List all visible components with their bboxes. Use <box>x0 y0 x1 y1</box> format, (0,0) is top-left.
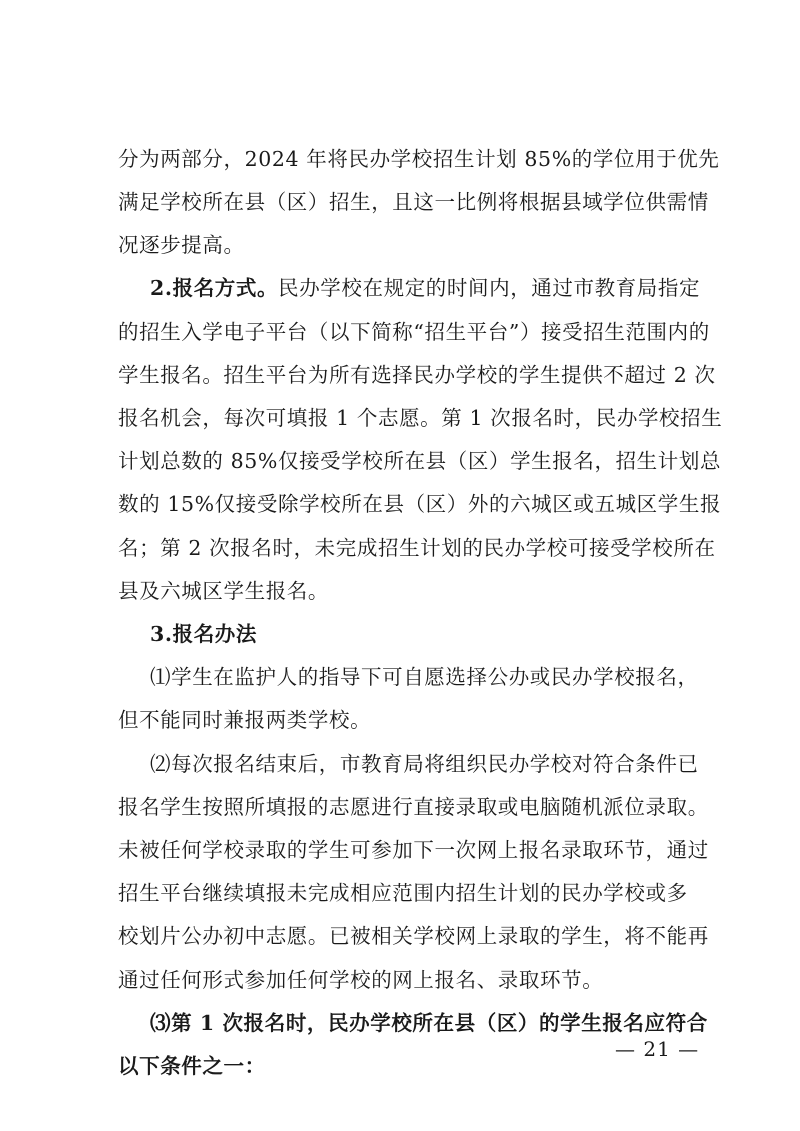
section-2-line <box>150 275 700 301</box>
text-line: 学生报名。招生平台为所有选择民办学校的学生提供不超过 2 次 <box>118 363 716 387</box>
text-line: 的招生入学电子平台（以下简称“招生平台”）接受招生范围内的 <box>118 320 710 344</box>
text-line: 名；第 2 次报名时，未完成招生计划的民办学校可接受学校所在 <box>118 536 716 560</box>
text-line: 县及六城区学生报名。 <box>118 579 329 603</box>
text-line: 招生平台继续填报未完成相应范围内招生计划的民办学校或多 <box>118 881 688 905</box>
section-heading: 2.报名方式。 <box>150 276 279 300</box>
text-line: ⑵每次报名结束后，市教育局将组织民办学校对符合条件已 <box>150 752 699 776</box>
text-line: 计划总数的 85%仅接受学校所在县（区）学生报名，招生计划总 <box>118 449 722 473</box>
text-line: 况逐步提高。 <box>118 233 245 257</box>
text-line: 数的 15%仅接受除学校所在县（区）外的六城区或五城区学生报 <box>118 492 722 516</box>
text-span: 民办学校在规定的时间内，通过市教育局指定 <box>278 276 701 300</box>
text-line: 报名机会，每次可填报 1 个志愿。第 1 次报名时，民办学校招生 <box>118 406 723 430</box>
bold-text-line: ⑶第 1 次报名时，民办学校所在县（区）的学生报名应符合 <box>150 1011 708 1035</box>
text-line: ⑴学生在监护人的指导下可自愿选择公办或民办学校报名， <box>150 665 699 689</box>
text-line: 报名学生按照所填报的志愿进行直接录取或电脑随机派位录取。 <box>118 795 709 819</box>
text-line: 校划片公办初中志愿。已被相关学校网上录取的学生，将不能再 <box>118 924 709 948</box>
bold-text-line: 以下条件之一： <box>118 1054 266 1078</box>
page-number: — 21 — <box>615 1037 700 1061</box>
text-line: 分为两部分，2024 年将民办学校招生计划 85%的学位用于优先 <box>118 147 720 171</box>
text-line: 但不能同时兼报两类学校。 <box>118 708 372 732</box>
text-line: 通过任何形式参加任何学校的网上报名、录取环节。 <box>118 968 604 992</box>
text-line: 满足学校所在县（区）招生，且这一比例将根据县域学位供需情 <box>118 190 709 214</box>
text-line: 未被任何学校录取的学生可参加下一次网上报名录取环节，通过 <box>118 838 709 862</box>
section-heading: 3.报名办法 <box>150 622 258 646</box>
